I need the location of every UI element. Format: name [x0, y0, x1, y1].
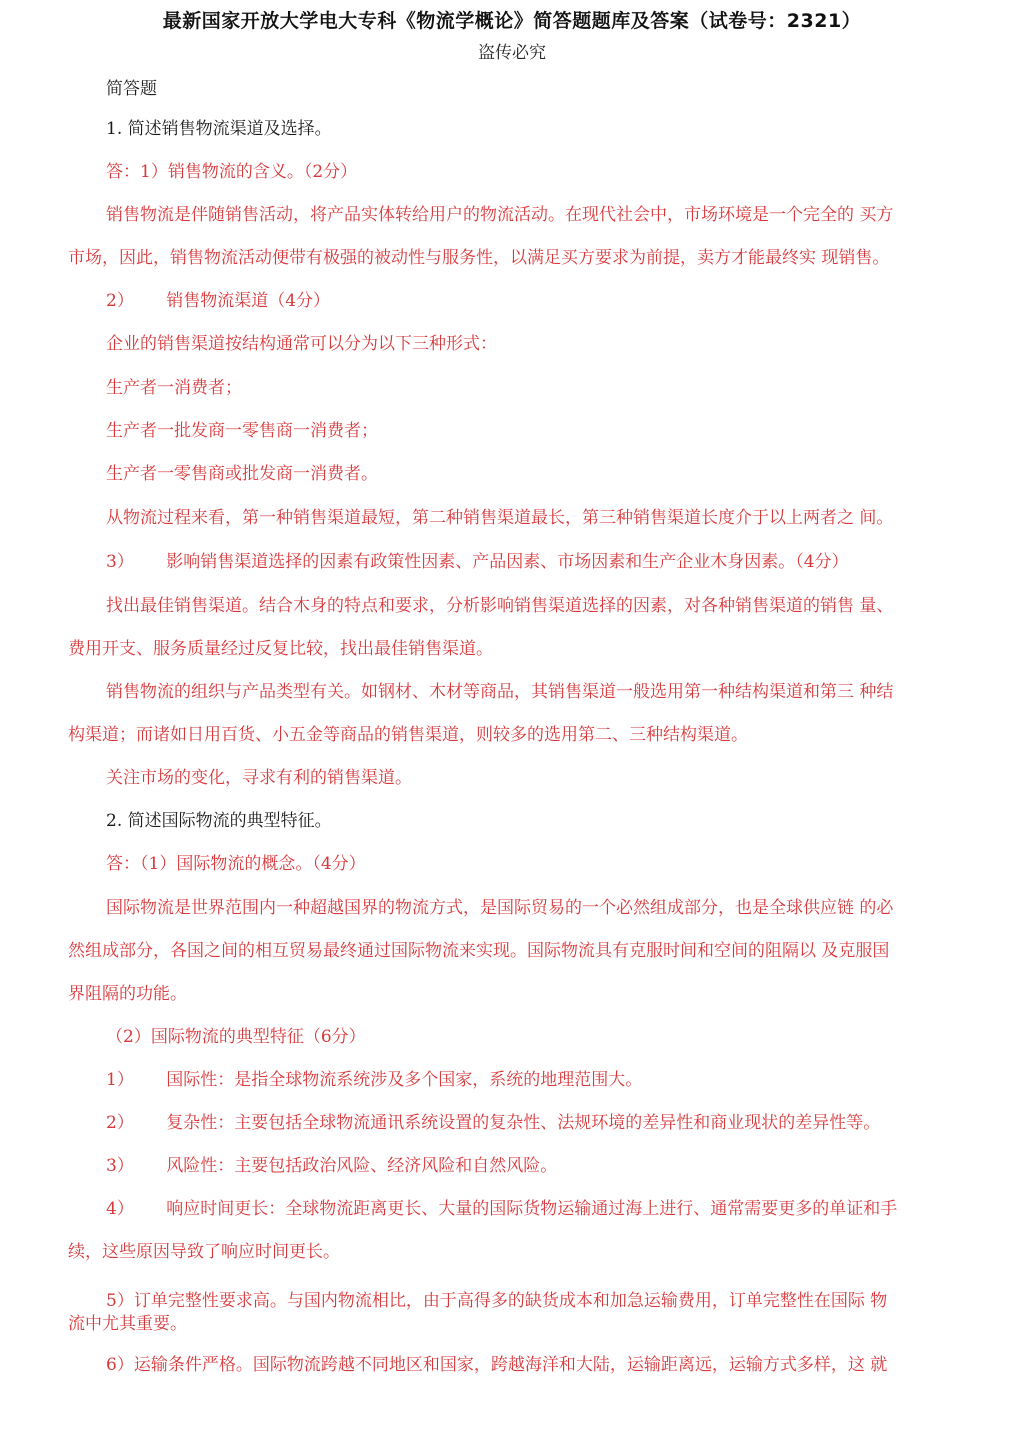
answer-1-para-4b: 费用开支、服务质量经过反复比较，找出最佳销售渠道。 [68, 639, 493, 659]
document-subtitle: 盗传必究 [478, 43, 546, 63]
answer-1-part-3: 3） 影响销售渠道选择的因素有政策性因素、产品因素、市场因素和生产企业木身因素。（4分） [106, 552, 849, 572]
answer-2-para-1a: 国际物流是世界范围内一种超越国界的物流方式，是国际贸易的一个必然组成部分，也是全球供应链 的必 [106, 898, 894, 918]
answer-1-form-1: 生产者一消费者； [106, 378, 242, 398]
answer-1-para-1a: 销售物流是伴随销售活动，将产品实体转给用户的物流活动。在现代社会中，市场环境是一个完全的 买方 [106, 205, 894, 225]
answer-2-trait-1: 1） 国际性：是指全球物流系统涉及多个国家，系统的地理范围大。 [106, 1070, 643, 1090]
answer-2-trait-4a: 4） 响应时间更长：全球物流距离更长、大量的国际货物运输通过海上进行、通常需要更多的单证和手 [106, 1199, 898, 1219]
answer-2-para-1c: 界阻隔的功能。 [68, 984, 187, 1004]
answer-2-trait-3: 3） 风险性：主要包括政治风险、经济风险和自然风险。 [106, 1156, 558, 1176]
answer-1-para-5b: 构渠道；而诸如日用百货、小五金等商品的销售渠道，则较多的选用第二、三种结构渠道。 [68, 725, 748, 745]
question-2: 2. 简述国际物流的典型特征。 [106, 811, 332, 831]
answer-2-para-1b: 然组成部分，各国之间的相互贸易最终通过国际物流来实现。国际物流具有克服时间和空间的阻隔以 及克服国 [68, 941, 890, 961]
document-title: 最新国家开放大学电大专科《物流学概论》简答题题库及答案（试卷号：2321） [162, 10, 862, 32]
answer-1-part-2: 2） 销售物流渠道（4分） [106, 291, 331, 311]
answer-2-trait-6: 6）运输条件严格。国际物流跨越不同地区和国家，跨越海洋和大陆，运输距离远，运输方式多样，这 就 [106, 1355, 888, 1375]
answer-2-trait-2: 2） 复杂性：主要包括全球物流通讯系统设置的复杂性、法规环境的差异性和商业现状的差异性等。 [106, 1113, 881, 1133]
section-heading: 简答题 [106, 79, 157, 99]
answer-1-para-6: 关注市场的变化，寻求有利的销售渠道。 [106, 768, 412, 788]
answer-2-trait-4b: 续，这些原因导致了响应时间更长。 [68, 1242, 340, 1262]
answer-2-part-2: （2）国际物流的典型特征（6分） [106, 1027, 366, 1047]
question-1: 1. 简述销售物流渠道及选择。 [106, 119, 332, 139]
answer-1-para-2: 企业的销售渠道按结构通常可以分为以下三种形式： [106, 334, 497, 354]
answer-1-para-1b: 市场，因此，销售物流活动便带有极强的被动性与服务性，以满足买方要求为前提，卖方才能最终实 现销售。 [68, 248, 890, 268]
answer-2-part-1: 答：（1）国际物流的概念。（4分） [106, 854, 366, 874]
answer-1-form-2: 生产者一批发商一零售商一消费者； [106, 421, 378, 441]
answer-1-form-3: 生产者一零售商或批发商一消费者。 [106, 464, 378, 484]
answer-1-part-1: 答：1）销售物流的含义。（2分） [106, 162, 358, 182]
answer-1-para-3: 从物流过程来看，第一种销售渠道最短，第二种销售渠道最长，第三种销售渠道长度介于以上两者之 间。 [106, 508, 894, 528]
answer-1-para-4a: 找出最佳销售渠道。结合木身的特点和要求，分析影响销售渠道选择的因素，对各种销售渠道的销售 量、 [106, 596, 894, 616]
answer-2-trait-5a: 5）订单完整性要求高。与国内物流相比，由于高得多的缺货成本和加急运输费用，订单完整性在国际 物 [106, 1291, 888, 1311]
answer-1-para-5a: 销售物流的组织与产品类型有关。如钢材、木材等商品，其销售渠道一般选用第一种结构渠道和第三 种结 [106, 682, 894, 702]
answer-2-trait-5b: 流中尤其重要。 [68, 1314, 187, 1334]
